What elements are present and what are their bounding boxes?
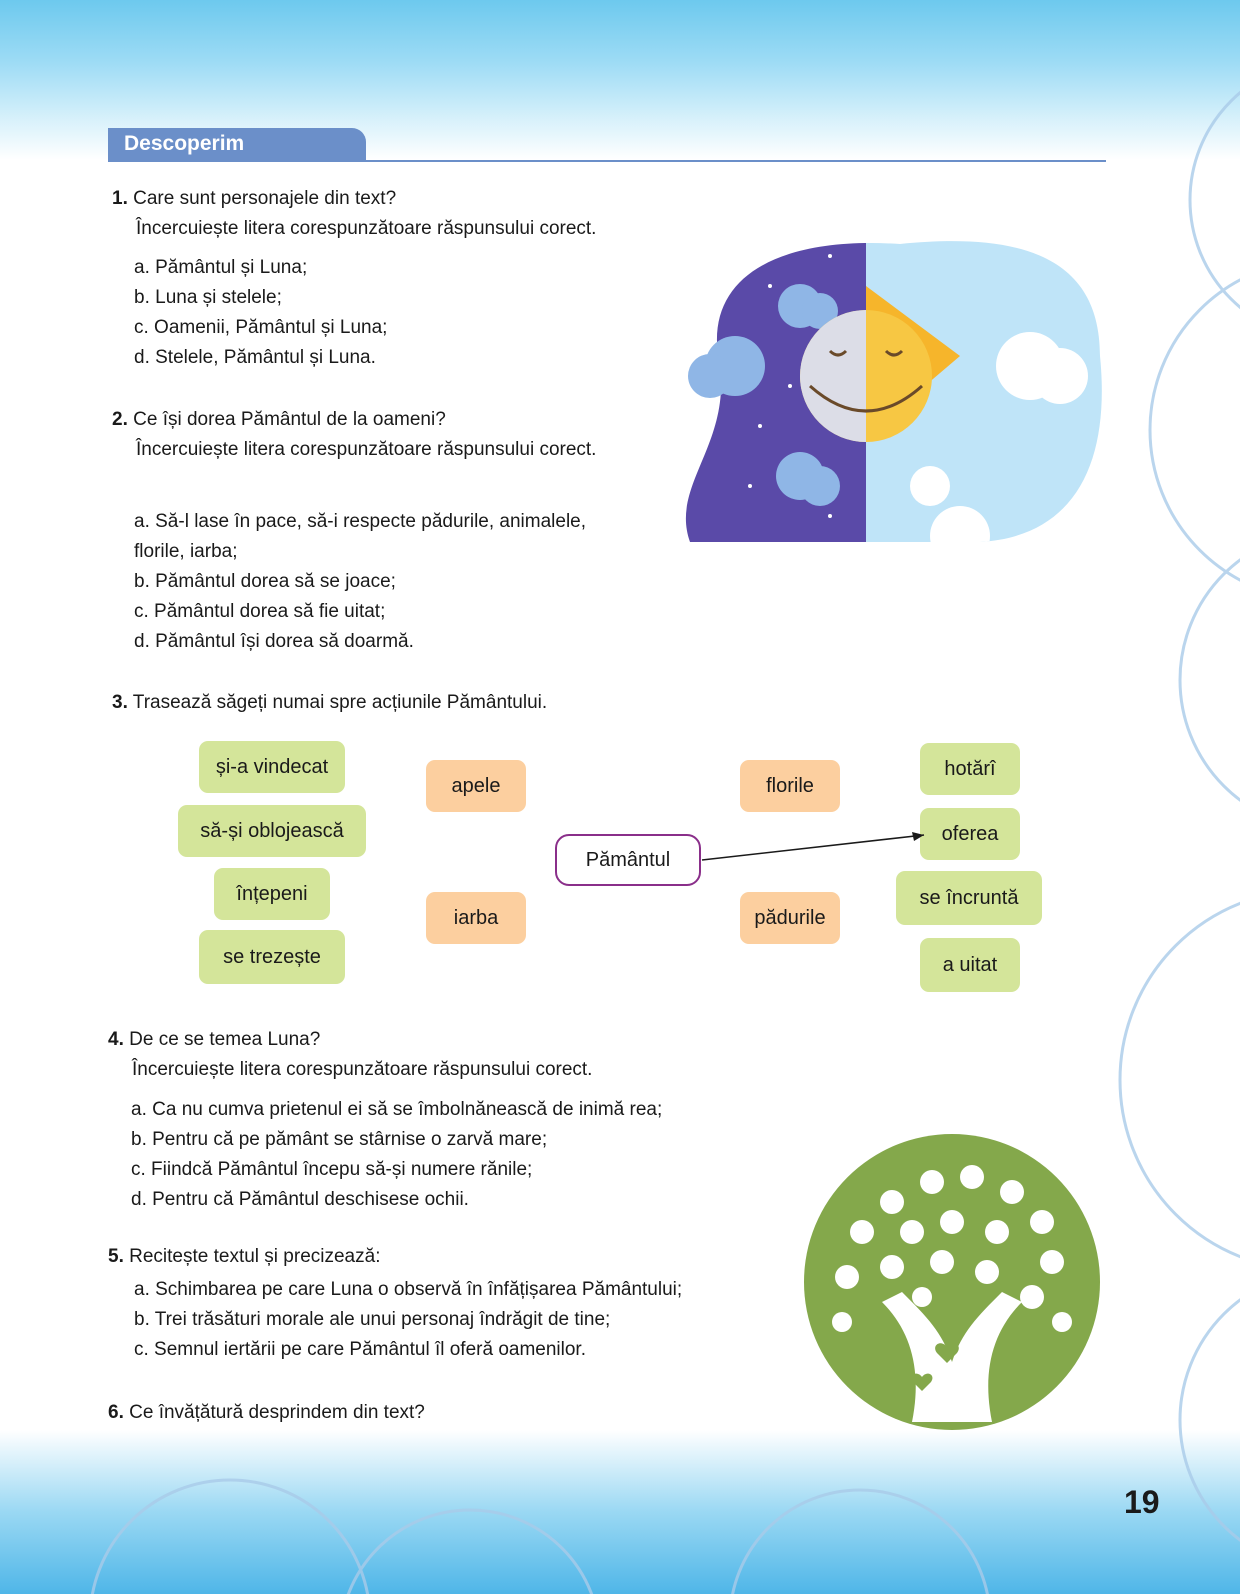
section-title: Descoperim — [108, 128, 366, 162]
question-number: 4. — [108, 1029, 124, 1050]
question-number: 6. — [108, 1402, 124, 1423]
section-divider — [108, 160, 1106, 162]
word-chip-right[interactable]: oferea — [920, 808, 1020, 860]
word-chip-left[interactable]: se trezește — [199, 930, 345, 984]
hand-tree-illustration — [802, 1132, 1102, 1432]
question-text: Care sunt personajele din text? — [133, 188, 397, 209]
question-instruction: Încercuiește litera corespunzătoare răspunsului corect. — [136, 439, 597, 460]
option-b: b. Trei trăsături morale ale unui personaj îndrăgit de tine; — [134, 1309, 611, 1330]
question-number: 5. — [108, 1246, 124, 1267]
question-number: 1. — [112, 188, 128, 209]
option-c: c. Semnul iertării pe care Pământul îl oferă oamenilor. — [134, 1339, 586, 1360]
question-text: Recitește textul și precizează: — [129, 1246, 381, 1267]
page-number: 19 — [1124, 1484, 1160, 1520]
question-5 — [108, 1242, 380, 1272]
question-4 — [108, 1025, 592, 1085]
word-chip-right[interactable]: se încruntă — [896, 871, 1042, 925]
question-4-options — [131, 1095, 662, 1215]
sun-moon-illustration — [660, 236, 1120, 556]
option-b[interactable]: b. Pământul dorea să se joace; — [134, 571, 396, 592]
question-text: Ce învățătură desprindem din text? — [129, 1402, 425, 1423]
option-a[interactable]: a. Pământul și Luna; — [134, 257, 308, 278]
word-chip-left[interactable]: înțepeni — [214, 868, 330, 920]
option-a[interactable]: a. Ca nu cumva prietenul ei să se îmbolnănească de inimă rea; — [131, 1099, 663, 1120]
option-b[interactable]: b. Pentru că pe pământ se stârnise o zarvă mare; — [131, 1129, 548, 1150]
word-chip-left[interactable]: și-a vindecat — [199, 741, 345, 793]
option-c[interactable]: c. Oamenii, Pământul și Luna; — [134, 317, 388, 338]
word-chip-mid-right[interactable]: pădurile — [740, 892, 840, 944]
question-2 — [112, 405, 596, 465]
word-chip-left[interactable]: să-și oblojească — [178, 805, 366, 857]
option-d[interactable]: d. Stelele, Pământul și Luna. — [134, 347, 376, 368]
question-number: 3. — [112, 692, 128, 713]
question-text: Ce își dorea Pământul de la oameni? — [133, 409, 446, 430]
option-b[interactable]: b. Luna și stelele; — [134, 287, 282, 308]
question-text: De ce se temea Luna? — [129, 1029, 321, 1050]
question-6 — [108, 1398, 425, 1428]
question-1-options — [134, 253, 387, 373]
word-chip-mid-left[interactable]: apele — [426, 760, 526, 812]
question-instruction: Încercuiește litera corespunzătoare răspunsului corect. — [132, 1059, 593, 1080]
word-chip-mid-left[interactable]: iarba — [426, 892, 526, 944]
question-number: 2. — [112, 409, 128, 430]
center-word: Pământul — [555, 834, 701, 886]
word-chip-right[interactable]: a uitat — [920, 938, 1020, 992]
option-d[interactable]: d. Pământul își dorea să doarmă. — [134, 631, 414, 652]
option-d[interactable]: d. Pentru că Pământul deschisese ochii. — [131, 1189, 469, 1210]
word-chip-mid-right[interactable]: florile — [740, 760, 840, 812]
question-1 — [112, 184, 596, 244]
option-a-continued: florile, iarba; — [134, 541, 238, 562]
option-c[interactable]: c. Fiindcă Pământul începu să-și numere rănile; — [131, 1159, 533, 1180]
question-instruction: Încercuiește litera corespunzătoare răspunsului corect. — [136, 218, 597, 239]
question-3 — [112, 688, 547, 718]
option-a[interactable]: a. Să-l lase în pace, să-i respecte pădurile, animalele, — [134, 511, 587, 532]
bottom-background — [0, 1430, 1240, 1594]
example-arrow — [700, 826, 936, 866]
question-2-options — [134, 507, 586, 657]
question-text: Trasează săgeți numai spre acțiunile Pământului. — [132, 692, 548, 713]
word-chip-right[interactable]: hotărî — [920, 743, 1020, 795]
option-a: a. Schimbarea pe care Luna o observă în înfățișarea Pământului; — [134, 1279, 683, 1300]
option-c[interactable]: c. Pământul dorea să fie uitat; — [134, 601, 386, 622]
question-5-options — [134, 1275, 682, 1365]
